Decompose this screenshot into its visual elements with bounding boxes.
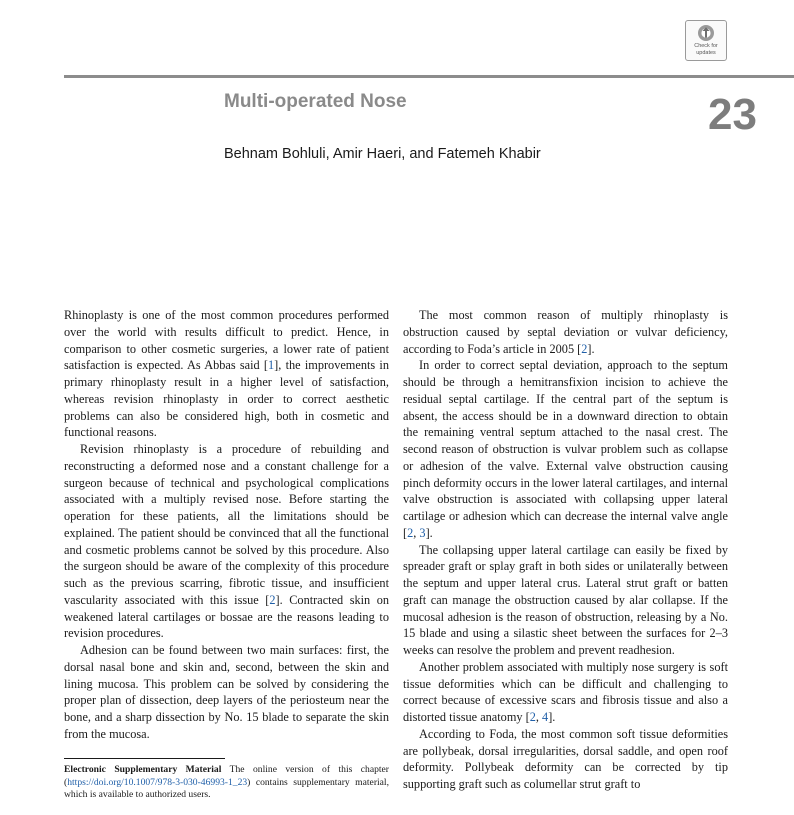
paragraph: Revision rhinoplasty is a procedure of rebuilding and reconstructing a deformed nose and a constant challenge for a surgeon because of technical and psychological complications associated with a multiply revised nose. Before starting the operation for these patients, all the limitations should be explained. The patient should be convinced that all the functional and cosmetic problems cannot be solved by this procedure. Also the surgeon should be aware of the complexity of this procedure such as the previous scarring, fibrotic tissue, and insufficient vascularity associated with this issue [2]. Contracted skin on weakened lateral cartilages or bossae are the reasons leading to revision procedures. [64,442,390,641]
badge-label-line1: Check for [694,43,718,49]
left-column [64,307,389,743]
citation-link[interactable]: 2 [269,592,276,607]
citation-link[interactable]: 4 [542,710,549,724]
paragraph: Rhinoplasty is one of the most common procedures performed over the world with results difficult to predict. Hence, in comparison to other cosmetic surgeries, a lower rate of patient satisfaction is expected. As Abbas said [1], the improvements in primary rhinoplasty result in a higher level of satisfaction, whereas revision rhinoplasty in order to correct aesthetic problems can also be considered high, both in cosmetic and functional reasons. [64,308,389,440]
citation-link[interactable]: 2 [407,525,414,540]
right-column [403,307,728,793]
check-for-updates-icon [697,24,715,42]
header-rule [64,75,794,78]
citation-link[interactable]: 2 [581,341,588,356]
check-for-updates-badge[interactable] [685,20,727,61]
footnote-label: Electronic Supplementary Material [64,764,222,775]
paragraph: The most common reason of multiply rhinoplasty is obstruction caused by septal deviation or vulvar deficiency, according to Foda’s article in 2005 [2]. [403,308,728,356]
chapter-authors: Behnam Bohluli, Amir Haeri, and Fatemeh Khabir [224,146,541,162]
chapter-number: 23 [708,90,757,139]
paragraph: Another problem associated with multiply nose surgery is soft tissue deformities which can be difficult and challenging to correct because of excessive scars and fibrosis tissue and also a distorted tissue anatomy [2, 4]. [403,659,728,724]
doi-link[interactable]: https://doi.org/10.1007/978-3-030-46993-1_23 [67,776,248,788]
paragraph: In order to correct septal deviation, approach to the septum should be through a hemitransfixion incision to achieve the residual septal cartilage. If the central part of the septum is absent, the access should be in a downward direction to obtain the remaining ventral septum attached to the nasal crest. The second reason of obstruction is vulvar problem such as collapse or adhesion of the valve. External valve obstruction causing pinch deformity occurs in the lower lateral cartilages, and internal valve obstruction is associated with collapsing upper lateral cartilage or adhesion which can decrease the internal valve angle [2, 3]. [403,358,728,540]
paragraph: The collapsing upper lateral cartilage can easily be fixed by spreader graft or splay graft in both sides or unilaterally between the septum and upper lateral crus. Lateral strut graft or batten graft can manage the obstruction caused by alar collapse. If the mucosal adhesion is the reason of obstruction, releasing by a No. 15 blade and using a silastic sheet between the surfaces for 2–3 weeks can resolve the problem and prevent readhesion. [403,542,728,657]
footnote: Electronic Supplementary Material The online version of this chapter (https://doi.org/10.1007/978-3-030-46993-1_23) contains supplementary material, which is available to authorized users. [64,764,389,800]
citation-link[interactable]: 2 [529,710,536,724]
citation-link[interactable]: 1 [268,358,275,373]
paragraph: According to Foda, the most common soft tissue deformities are pollybeak, dorsal irregularities, dorsal saddle, and open roof deformity. Pollybeak deformity can be corrected by tip supporting graft such as columellar strut graft to [403,726,728,791]
paragraph: Adhesion can be found between two main surfaces: first, the dorsal nasal bone and skin and, second, between the skin and lining mucosa. This problem can be solved by considering the proper plan of dissection, deep layers of the periosteum near the bone, and a sharp dissection by No. 15 blade to separate the skin from the mucosa. [64,643,389,741]
citation-link[interactable]: 3 [419,525,426,540]
footnote-rule [64,758,225,759]
badge-label-line2: updates [696,50,716,56]
chapter-title: Multi-operated Nose [224,91,407,112]
